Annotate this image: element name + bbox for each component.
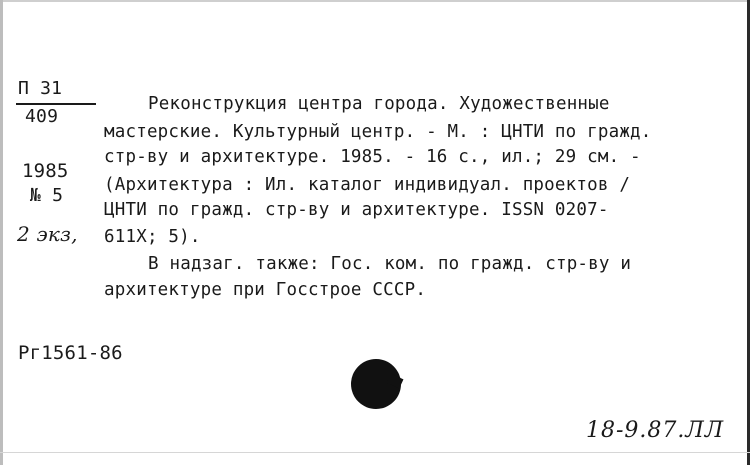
shelfmark-divider	[16, 103, 96, 105]
card-left-edge	[0, 0, 3, 465]
publication-year: 1985	[22, 160, 69, 182]
description-line: мастерские. Культурный центр. - М. : ЦНТИ по гражд.	[104, 122, 652, 142]
note-line: архитектуре при Госстрое СССР.	[104, 280, 427, 300]
registration-number: Рг1561-86	[18, 342, 123, 364]
copies-note: 2 экз,	[17, 222, 78, 246]
issue-number: № 5	[30, 185, 64, 206]
description-line: ЦНТИ по гражд. стр-ву и архитектуре. ISSN 0207-	[104, 200, 609, 220]
note-line: В надзаг. также: Гос. ком. по гражд. стр-ву и	[148, 254, 632, 274]
description-line: 611X; 5).	[104, 227, 201, 247]
card-top-edge	[0, 0, 750, 2]
description-line: (Архитектура : Ил. каталог индивидуал. проектов /	[104, 175, 631, 195]
description-line: Реконструкция центра города. Художественные	[148, 94, 610, 114]
description-line: стр-ву и архитектуре. 1985. - 16 с., ил.; 29 см. -	[104, 147, 641, 167]
shelfmark-top: П 31	[18, 78, 63, 99]
handwritten-date: 18-9.87.ЛЛ	[586, 418, 725, 443]
shelfmark-bottom: 409	[25, 106, 59, 127]
card-bottom-edge	[0, 452, 750, 453]
